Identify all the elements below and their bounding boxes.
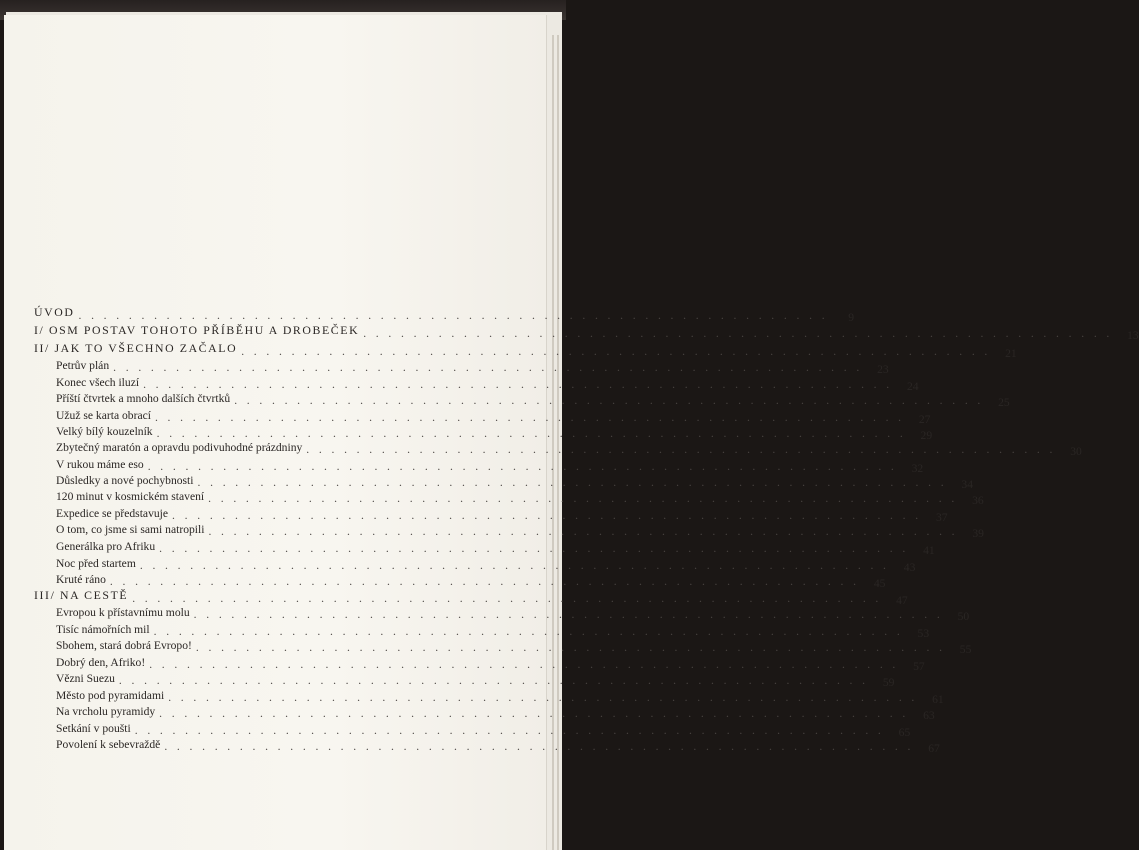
toc-page-number: 27 bbox=[918, 413, 931, 426]
toc-entry-title: II/ JAK TO VŠECHNO ZAČALO bbox=[34, 341, 238, 355]
toc-entry bbox=[34, 440, 1082, 458]
toc-page-number: 25 bbox=[998, 396, 1010, 409]
toc-entry-title: Užuž se karta obrací bbox=[56, 409, 151, 422]
toc-entry-title: Vězni Suezu bbox=[56, 672, 115, 685]
toc-entry-title: Tisíc námořních mil bbox=[56, 623, 150, 636]
toc-page-number: 32 bbox=[911, 462, 924, 475]
toc-entry-title: Evropou k přístavnímu molu bbox=[56, 606, 190, 619]
toc-entry bbox=[34, 605, 970, 623]
toc-entry-title: V rukou máme eso bbox=[56, 458, 144, 471]
toc-page-number: 63 bbox=[923, 709, 935, 722]
toc-entry bbox=[34, 473, 974, 491]
dot-leader: . . . . . . . . . . . . . . . . . . . . . . . . . . . . . . . . . . . . . . . . . . . . . . . . . . . . . . . . . . . . bbox=[208, 492, 958, 505]
toc-entry bbox=[34, 457, 924, 475]
toc-page-number: 29 bbox=[920, 429, 933, 442]
toc-entry bbox=[34, 391, 1010, 409]
dot-leader: . . . . . . . . . . . . . . . . . . . . . . . . . . . . . . . . . . . . . . . . . . . . . . . . . . . . . . . . . . . . bbox=[208, 525, 958, 538]
toc-page-number: 36 bbox=[972, 494, 984, 507]
toc-entry-title: O tom, co jsme si sami natropili bbox=[56, 523, 205, 536]
toc-page-number: 55 bbox=[959, 643, 972, 656]
toc-entry bbox=[34, 489, 984, 507]
dot-leader: . . . . . . . . . . . . . . . . . . . . . . . . . . . . . . . . . . . . . . . . . . . . . . . . . . . . . . . . . . . . bbox=[197, 476, 948, 489]
toc-entry bbox=[34, 408, 931, 426]
toc-page-number: 37 bbox=[935, 511, 948, 524]
dot-leader: . . . . . . . . . . . . . . . . . . . . . . . . . . . . . . . . . . . . . . . . . . . . . . . . . . . . . . . . . . . . bbox=[147, 460, 898, 473]
toc-entry-title: Setkání v poušti bbox=[56, 722, 131, 735]
toc-page-number: 65 bbox=[898, 726, 911, 739]
toc-page-number: 53 bbox=[917, 627, 930, 640]
dot-leader: . . . . . . . . . . . . . . . . . . . . . . . . . . . . . . . . . . . . . . . . . . . . . . . . . . . . . . . . . . . . bbox=[113, 361, 863, 374]
toc-page-number: 61 bbox=[932, 693, 944, 706]
toc-page-number: 59 bbox=[882, 676, 895, 689]
dot-leader: . . . . . . . . . . . . . . . . . . . . . . . . . . . . . . . . . . . . . . . . . . . . . . . . . . . . . . . . . . . . bbox=[234, 394, 984, 407]
dot-leader: . . . . . . . . . . . . . . . . . . . . . . . . . . . . . . . . . . . . . . . . . . . . . . . . . . . . . . . . . . . . bbox=[139, 559, 890, 572]
dot-leader: . . . . . . . . . . . . . . . . . . . . . . . . . . . . . . . . . . . . . . . . . . . . . . . . . . . . . . . . . . . . bbox=[134, 724, 885, 737]
toc-entry-title: 120 minut v kosmickém stavení bbox=[56, 490, 205, 503]
toc-entry bbox=[34, 688, 944, 706]
toc-section-entry bbox=[34, 588, 908, 607]
toc-entry bbox=[34, 358, 889, 376]
dot-leader: . . . . . . . . . . . . . . . . . . . . . . . . . . . . . . . . . . . . . . . . . . . . . . . . . . . . . . . . . . . . bbox=[132, 592, 882, 605]
toc-page-number: 24 bbox=[906, 380, 919, 393]
toc-page-number: 23 bbox=[877, 363, 889, 376]
dot-leader: . . . . . . . . . . . . . . . . . . . . . . . . . . . . . . . . . . . . . . . . . . . . . . . . . . . . . . . . . . . . bbox=[306, 443, 1056, 456]
toc-page-number: 13 bbox=[1127, 329, 1139, 342]
toc-section-entry bbox=[34, 323, 1139, 342]
toc-entry-title: Dobrý den, Afriko! bbox=[56, 656, 146, 669]
toc-entry-title: Povolení k sebevraždě bbox=[56, 738, 161, 751]
toc-entry-title: Konec všech iluzí bbox=[56, 376, 140, 389]
toc-page-number: 50 bbox=[957, 610, 970, 623]
toc-entry-title: Expedice se představuje bbox=[56, 507, 169, 520]
dot-leader: . . . . . . . . . . . . . . . . . . . . . . . . . . . . . . . . . . . . . . . . . . . . . . . . . . . . . . . . . . . . bbox=[154, 411, 905, 424]
toc-entry-title: Zbytečný maratón a opravdu podivuhodné prázdniny bbox=[56, 441, 303, 454]
dot-leader: . . . . . . . . . . . . . . . . . . . . . . . . . . . . . . . . . . . . . . . . . . . . . . . . . . . . . . . . . . . . bbox=[153, 625, 904, 638]
toc-page-number: 43 bbox=[903, 561, 916, 574]
toc-entry-title: Petrův plán bbox=[56, 359, 110, 372]
toc-page-number: 57 bbox=[913, 660, 925, 673]
toc-entry bbox=[34, 622, 930, 640]
dot-leader: . . . . . . . . . . . . . . . . . . . . . . . . . . . . . . . . . . . . . . . . . . . . . . . . . . . . . . . . . . . . bbox=[159, 707, 909, 720]
toc-entry bbox=[34, 539, 935, 557]
toc-page-number: 39 bbox=[972, 527, 984, 540]
toc-section-entry bbox=[34, 305, 854, 324]
toc-page-number: 67 bbox=[928, 742, 940, 755]
toc-page-number: 45 bbox=[873, 577, 886, 590]
toc-entry-title: Velký bílý kouzelník bbox=[56, 425, 153, 438]
dot-leader: . . . . . . . . . . . . . . . . . . . . . . . . . . . . . . . . . . . . . . . . . . . . . . . . . . . . . . . . . . . . bbox=[363, 327, 1113, 340]
toc-entry bbox=[34, 522, 984, 540]
dot-leader: . . . . . . . . . . . . . . . . . . . . . . . . . . . . . . . . . . . . . . . . . . . . . . . . . . . . . . . . . . . . bbox=[118, 674, 869, 687]
toc-entry-title: Noc před startem bbox=[56, 557, 136, 570]
toc-page-number: 21 bbox=[1005, 347, 1017, 360]
toc-page-number: 41 bbox=[923, 544, 935, 557]
toc-entry bbox=[34, 375, 919, 393]
dot-leader: . . . . . . . . . . . . . . . . . . . . . . . . . . . . . . . . . . . . . . . . . . . . . . . . . . . . . . . . . . . . bbox=[168, 691, 918, 704]
toc-entry bbox=[34, 638, 972, 656]
toc-entry bbox=[34, 572, 886, 590]
toc-page-number: 9 bbox=[848, 311, 854, 324]
toc-entry-title: Příští čtvrtek a mnoho dalších čtvrtků bbox=[56, 392, 231, 405]
toc-entry bbox=[34, 506, 948, 524]
toc-entry bbox=[34, 721, 911, 739]
toc-page-number: 34 bbox=[961, 478, 974, 491]
toc-entry bbox=[34, 704, 935, 722]
toc-entry-title: Na vrcholu pyramidy bbox=[56, 705, 156, 718]
toc-entry-title: Město pod pyramidami bbox=[56, 689, 165, 702]
toc-page-number: 30 bbox=[1070, 445, 1082, 458]
toc-entry-title: Generálka pro Afriku bbox=[56, 540, 156, 553]
dot-leader: . . . . . . . . . . . . . . . . . . . . . . . . . . . . . . . . . . . . . . . . . . . . . . . . . . . . . . . . . . . . bbox=[149, 658, 899, 671]
dot-leader: . . . . . . . . . . . . . . . . . . . . . . . . . . . . . . . . . . . . . . . . . . . . . . . . . . . . . . . . . . . . bbox=[156, 427, 907, 440]
dot-leader: . . . . . . . . . . . . . . . . . . . . . . . . . . . . . . . . . . . . . . . . . . . . . . . . . . . . . . . . . . . . bbox=[143, 378, 893, 391]
dot-leader: . . . . . . . . . . . . . . . . . . . . . . . . . . . . . . . . . . . . . . . . . . . . . . . . . . . . . . . . . . . . bbox=[193, 608, 944, 621]
toc-entry-title: Kruté ráno bbox=[56, 573, 106, 586]
toc-entry-title: Důsledky a nové pochybnosti bbox=[56, 474, 194, 487]
toc-entry-title: III/ NA CESTĚ bbox=[34, 588, 129, 602]
dot-leader: . . . . . . . . . . . . . . . . . . . . . . . . . . . . . . . . . . . . . . . . . . . . . . . . . . . . . . . . . . . . bbox=[164, 740, 914, 753]
toc-entry bbox=[34, 655, 925, 673]
toc-entry bbox=[34, 737, 940, 755]
toc-entry-title: ÚVOD bbox=[34, 305, 75, 319]
dot-leader: . . . . . . . . . . . . . . . . . . . . . . . . . . . . . . . . . . . . . . . . . . . . . . . . . . . . . . . . . . . . bbox=[241, 345, 991, 358]
toc-page-number: 47 bbox=[896, 594, 908, 607]
dot-leader: . . . . . . . . . . . . . . . . . . . . . . . . . . . . . . . . . . . . . . . . . . . . . . . . . . . . . . . . . . . . bbox=[159, 542, 909, 555]
dot-leader: . . . . . . . . . . . . . . . . . . . . . . . . . . . . . . . . . . . . . . . . . . . . . . . . . . . . . . . . . . . . bbox=[195, 641, 946, 654]
dot-leader: . . . . . . . . . . . . . . . . . . . . . . . . . . . . . . . . . . . . . . . . . . . . . . . . . . . . . . . . . . . . bbox=[109, 575, 860, 588]
toc-entry bbox=[34, 424, 933, 442]
toc-section-entry bbox=[34, 341, 1017, 360]
toc-entry bbox=[34, 556, 916, 574]
dot-leader: . . . . . . . . . . . . . . . . . . . . . . . . . . . . . . . . . . . . . . . . . . . . . . . . . . . . . . . . . . . . bbox=[78, 309, 828, 322]
toc-entry-title: Sbohem, stará dobrá Evropo! bbox=[56, 639, 192, 652]
dot-leader: . . . . . . . . . . . . . . . . . . . . . . . . . . . . . . . . . . . . . . . . . . . . . . . . . . . . . . . . . . . . bbox=[172, 509, 922, 522]
toc-entry bbox=[34, 671, 895, 689]
toc-entry-title: I/ OSM POSTAV TOHOTO PŘÍBĚHU A DROBEČEK bbox=[34, 323, 360, 337]
